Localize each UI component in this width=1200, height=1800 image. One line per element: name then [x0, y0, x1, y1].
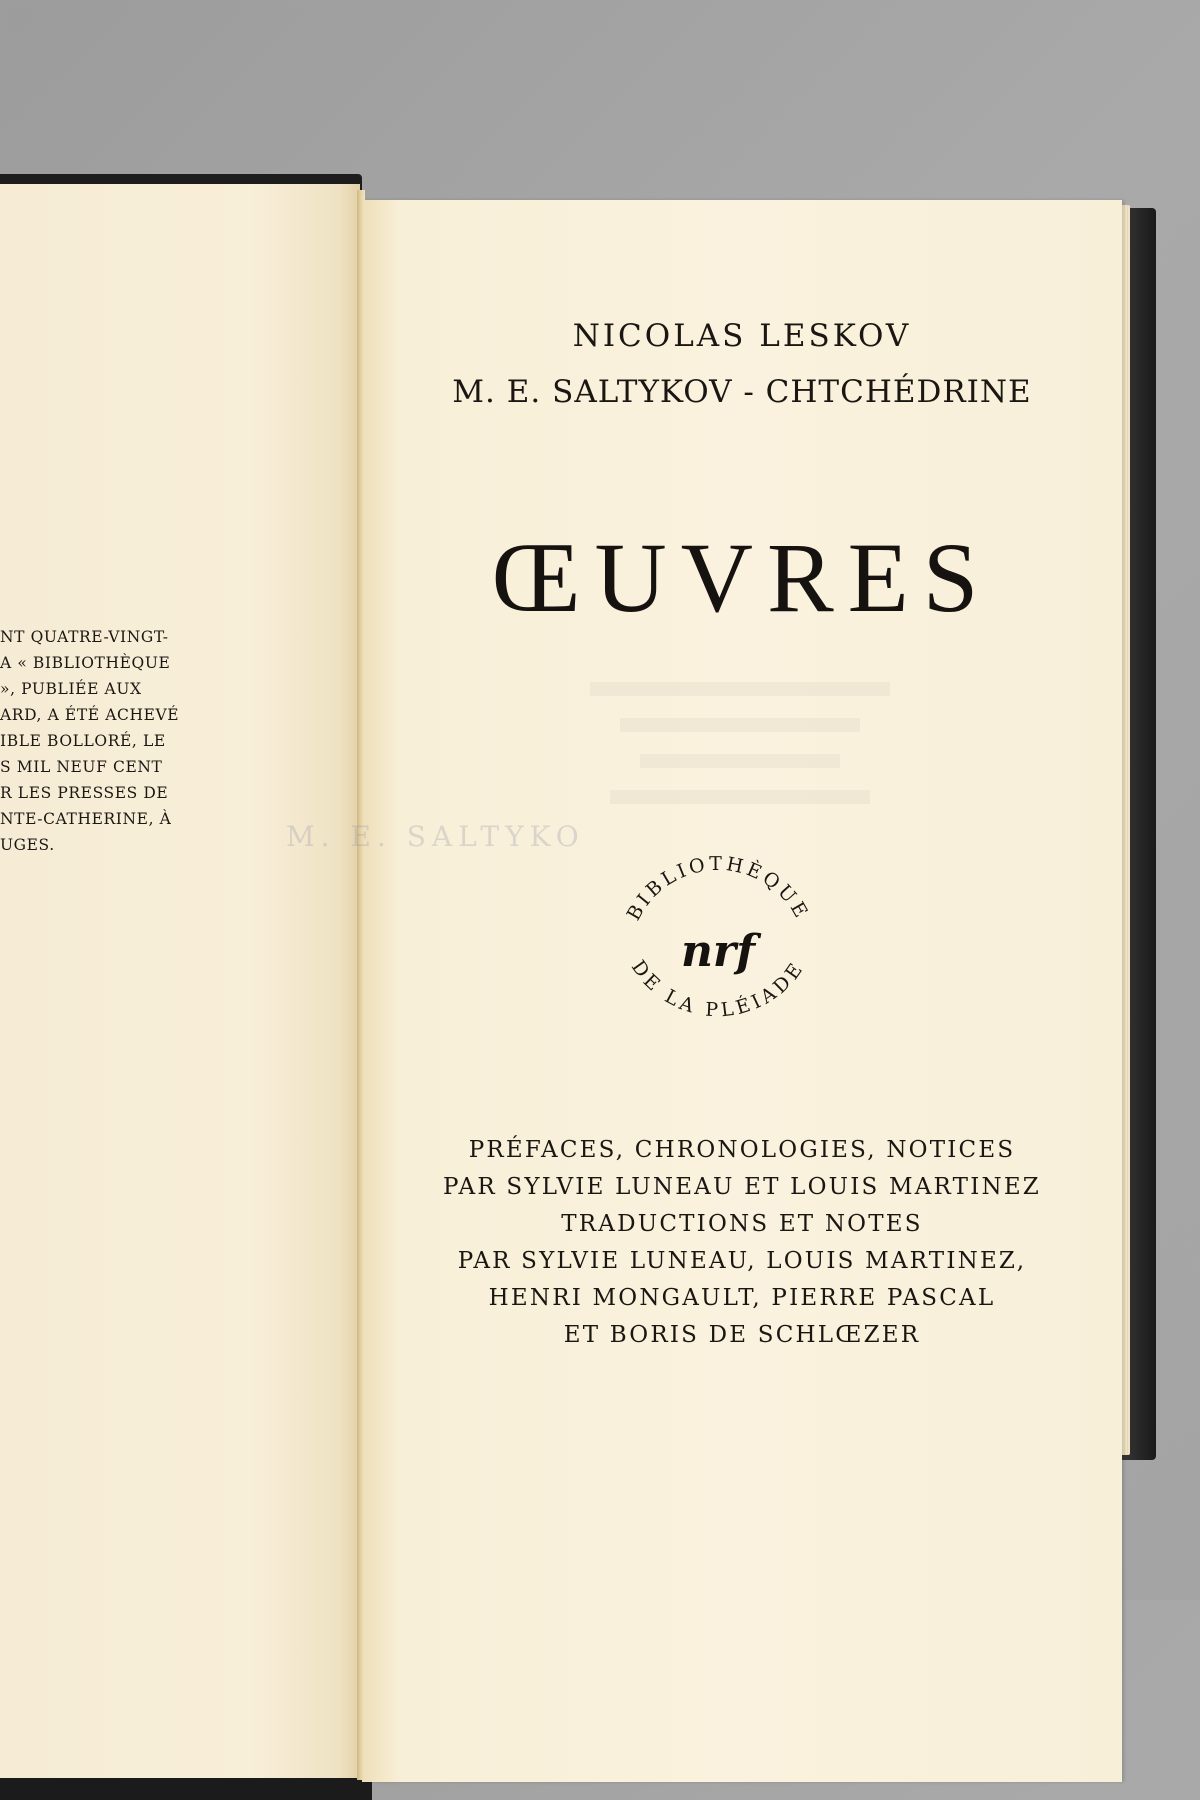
colophon-line: UGES. — [0, 836, 55, 854]
colophon-line: ARD, A ÉTÉ ACHEVÉ — [0, 706, 180, 724]
bottom-cover-edge — [0, 1776, 372, 1800]
credits-line: PAR SYLVIE LUNEAU, LOUIS MARTINEZ, — [457, 1248, 1027, 1274]
emblem-monogram: nrf — [680, 926, 756, 977]
colophon-line: IBLE BOLLORÉ, LE — [0, 732, 166, 750]
book-title: ŒUVRES — [491, 522, 993, 633]
credits-line: HENRI MONGAULT, PIERRE PASCAL — [488, 1285, 996, 1311]
svg-text:BIBLIOTHÈQUE — [623, 853, 814, 924]
ghost-line — [620, 718, 860, 732]
emblem-ring-bottom: DE LA PLÉIADE — [626, 956, 810, 1022]
ghost-line — [640, 754, 840, 768]
credits-line: PRÉFACES, CHRONOLOGIES, NOTICES — [468, 1137, 1016, 1163]
emblem-ring-top: BIBLIOTHÈQUE — [622, 852, 814, 925]
author-name: M. E. SALTYKOV - CHTCHÉDRINE — [452, 374, 1032, 410]
ghost-line — [590, 682, 890, 696]
ghost-line — [610, 790, 870, 804]
colophon-text — [0, 624, 200, 858]
colophon-line: », PUBLIÉE AUX — [0, 680, 142, 698]
credits-line: TRADUCTIONS ET NOTES — [561, 1211, 923, 1237]
show-through-text: M. E. SALTYKO — [286, 820, 585, 853]
book-gutter — [357, 190, 365, 1780]
left-page — [0, 184, 360, 1778]
colophon-line: S MIL NEUF CENT — [0, 758, 163, 776]
author-name: NICOLAS LESKOV — [572, 318, 912, 354]
credits-line: PAR SYLVIE LUNEAU ET LOUIS MARTINEZ — [442, 1174, 1041, 1200]
credits-line: ET BORIS DE SCHLŒZER — [563, 1322, 921, 1348]
pleiade-emblem — [598, 828, 838, 1068]
colophon-line: NTE-CATHERINE, À — [0, 810, 172, 828]
colophon-line: A « BIBLIOTHÈQUE — [0, 654, 171, 672]
show-through-lines — [530, 660, 950, 826]
credits-block — [362, 1132, 1122, 1354]
colophon-line: NT QUATRE-VINGT- — [0, 628, 169, 646]
colophon-line: R LES PRESSES DE — [0, 784, 169, 802]
